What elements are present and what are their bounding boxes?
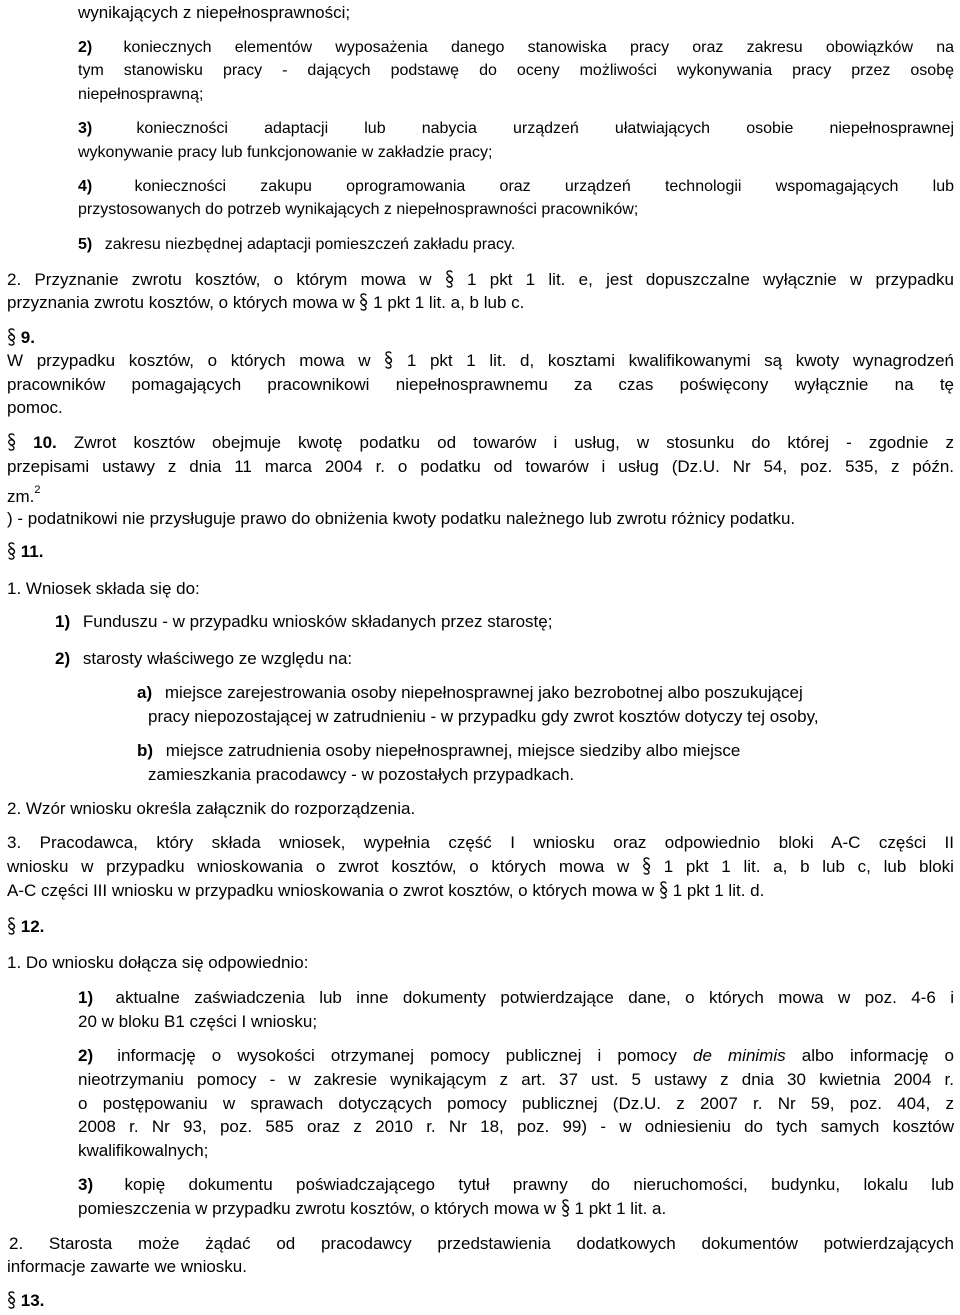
text-line: 2008 r. Nr 93, poz. 585 oraz z 2010 r. Nr 18, poz. 99) - w odniesieniu do tych samych kosztów <box>78 1117 954 1136</box>
paragraph-line: przyznania zwrotu kosztów, o których mowa w 1 pkt 1 lit. a, b lub c. <box>7 293 525 312</box>
section-sign-icon <box>659 880 668 900</box>
paragraph-line: informacje zawarte we wniosku. <box>7 1257 247 1276</box>
paragraph-line: 2. Starosta może żądać od pracodawcy przedstawienia dodatkowych dokumentów potwierdzających <box>9 1234 954 1253</box>
paragraph-line: zm.$^2$ <box>7 484 41 506</box>
section-sign-icon <box>7 541 16 561</box>
list-item-2: 2) koniecznych elementów wyposażenia danego stanowiska pracy oraz zakresu obowiązków na <box>78 39 954 56</box>
text-line: kwalifikowalnych; <box>78 1141 209 1160</box>
section-heading: 11. <box>7 541 960 563</box>
text-line: pomieszczenia w przypadku zwrotu kosztów, o których mowa w 1 pkt 1 lit. a. <box>78 1199 667 1218</box>
section-sign-icon <box>7 1290 16 1310</box>
text-line: niepełnosprawną; <box>78 86 204 103</box>
paragraph-line: 3. Pracodawca, który składa wniosek, wypełnia część I wniosku oraz odpowiednio bloki A-C części II <box>7 833 954 852</box>
section-sign-icon <box>642 856 651 876</box>
section-sign-icon <box>445 269 454 289</box>
paragraph-line: 2. Wzór wniosku określa załącznik do rozporządzenia. <box>7 799 416 818</box>
text-line: o postępowaniu w sprawach dotyczących pomocy publicznej (Dz.U. z 2007 r. Nr 59, poz. 404, z <box>78 1094 954 1113</box>
text-line: pracy niepozostającej w zatrudnieniu - w przypadku gdy zwrot kosztów dotyczy tej osoby, <box>148 707 819 726</box>
paragraph-line: przepisami ustawy z dnia 11 marca 2004 r. o podatku od towarów i usług (Dz.U. Nr 54, poz. 535, z późn. <box>7 457 954 476</box>
text-line: wynikających z niepełnosprawności; <box>78 3 351 22</box>
section-sign-icon <box>7 916 16 936</box>
list-item-3: 3) konieczności adaptacji lub nabycia urządzeń ułatwiających osobie niepełnosprawnej <box>78 120 954 137</box>
section-sign-icon <box>359 292 368 312</box>
list-item-1: 1) Funduszu - w przypadku wniosków składanych przez starostę; <box>55 612 553 631</box>
paragraph-line: 1. Wniosek składa się do: <box>7 579 200 598</box>
list-item-1: 1) aktualne zaświadczenia lub inne dokumenty potwierdzające dane, o których mowa w poz. 4-6 i <box>78 988 954 1007</box>
list-item-4: 4) konieczności zakupu oprogramowania oraz urządzeń technologii wspomagających lub <box>78 178 954 195</box>
section-sign-icon <box>7 327 16 347</box>
section-heading: 13. <box>7 1290 960 1312</box>
text-line: wykonywanie pracy lub funkcjonowanie w zakładzie pracy; <box>78 144 493 161</box>
text-line: zamieszkania pracodawcy - w pozostałych przypadkach. <box>148 765 575 784</box>
section-sign-icon <box>561 1198 570 1218</box>
paragraph-line: pomoc. <box>7 398 63 417</box>
section-sign-icon <box>7 432 16 452</box>
sublist-item-b: b) miejsce zatrudnienia osoby niepełnosprawnej, miejsce siedziby albo miejsce <box>137 741 741 760</box>
section-sign-icon <box>384 350 393 370</box>
list-item-3: 3) kopię dokumentu poświadczającego tytuł prawny do nieruchomości, budynku, lokalu lub <box>78 1175 954 1194</box>
paragraph-line: W przypadku kosztów, o których mowa w 1 pkt 1 lit. d, kosztami kwalifikowanymi są kwoty wynagrodzeń <box>7 351 954 370</box>
paragraph-line: 1. Do wniosku dołącza się odpowiednio: <box>7 953 309 972</box>
list-item-2: 2) starosty właściwego ze względu na: <box>55 649 353 668</box>
text-line: tym stanowisku pracy - dających podstawę do oceny możliwości wykonywania pracy przez osobę <box>78 62 954 79</box>
paragraph-line: pracowników pomagających pracownikowi niepełnosprawnemu za czas poświęcony wyłącznie na tę <box>7 375 954 394</box>
paragraph-line: A-C części III wniosku w przypadku wnioskowania o zwrot kosztów, o których mowa w 1 pkt 1 lit. d. <box>7 881 765 900</box>
paragraph-line: 2. Przyznanie zwrotu kosztów, o którym mowa w 1 pkt 1 lit. e, jest dopuszczalne wyłącznie w przypadku <box>7 270 954 289</box>
section-heading: 10. Zwrot kosztów obejmuje kwotę podatku od towarów i usług, w stosunku do której - zgodnie z <box>7 432 954 454</box>
paragraph-line: ) - podatnikowi nie przysługuje prawo do obniżenia kwoty podatku należnego lub zwrotu różnicy podatku. <box>7 509 796 528</box>
section-heading: 12. <box>7 916 960 938</box>
list-item-5: 5) zakresu niezbędnej adaptacji pomieszczeń zakładu pracy. <box>78 236 516 253</box>
text-line: przystosowanych do potrzeb wynikających z niepełnosprawności pracowników; <box>78 201 639 218</box>
text-line: 20 w bloku B1 części I wniosku; <box>78 1012 318 1031</box>
text-line: nieotrzymaniu pomocy - w zakresie wynikającym z art. 37 ust. 5 ustawy z dnia 30 kwietnia 2004 r. <box>78 1070 954 1089</box>
section-heading: 9. <box>7 327 960 349</box>
list-item-2: 2) informację o wysokości otrzymanej pomocy publicznej i pomocy de minimis albo informację o <box>78 1046 954 1065</box>
sublist-item-a: a) miejsce zarejestrowania osoby niepełnosprawnej jako bezrobotnej albo poszukującej <box>137 683 803 702</box>
paragraph-line: wniosku w przypadku wnioskowania o zwrot kosztów, o których mowa w 1 pkt 1 lit. a, b lub c, lub bloki <box>7 857 954 876</box>
